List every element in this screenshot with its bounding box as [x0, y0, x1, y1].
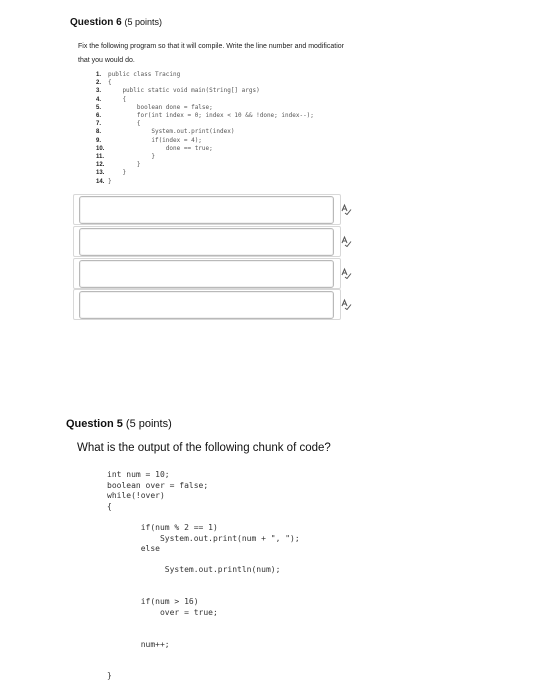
code-line [96, 128, 314, 136]
question-title-text: Question 5 [66, 418, 123, 430]
code-line [96, 161, 314, 169]
question-5-code-listing [107, 470, 300, 682]
code-text: { [108, 120, 141, 128]
line-number: 9. [96, 137, 102, 144]
code-text: public static void main(String[] args) [108, 87, 260, 95]
code-line [107, 629, 300, 640]
code-text: } [108, 177, 112, 185]
prompt-line: that you would do. [78, 57, 135, 64]
spellcheck-icon[interactable] [340, 267, 352, 279]
answer-input[interactable] [79, 260, 334, 288]
line-number: 11. [96, 154, 105, 161]
code-line [107, 576, 300, 587]
code-line: if(num % 2 == 1) [107, 522, 218, 532]
code-line: System.out.println(num); [107, 565, 281, 575]
code-line: { [107, 501, 112, 511]
code-text: } [108, 169, 127, 177]
question-points: (5 points) [124, 17, 162, 27]
code-line: over = true; [107, 607, 218, 617]
code-line [96, 79, 314, 87]
answer-input[interactable] [79, 228, 334, 256]
code-line [107, 555, 300, 566]
code-line: boolean over = false; [107, 480, 209, 490]
question-title-text: Question 6 [70, 17, 122, 28]
code-line [96, 87, 314, 95]
code-line [96, 137, 314, 145]
line-number: 7. [96, 121, 102, 128]
code-text: done == true; [108, 144, 213, 152]
code-line [107, 661, 300, 672]
code-line [96, 178, 314, 186]
question-5-title [66, 418, 172, 430]
code-line [107, 587, 300, 598]
answer-input[interactable] [79, 291, 334, 319]
question-6-code-listing [96, 71, 314, 186]
code-text: { [108, 95, 127, 103]
code-text: } [108, 161, 141, 169]
code-line [96, 145, 314, 153]
code-line [96, 153, 314, 161]
spellcheck-icon[interactable] [340, 203, 352, 215]
code-line: if(num > 16) [107, 597, 199, 607]
code-line: int num = 10; [107, 470, 170, 479]
line-number: 8. [96, 129, 102, 136]
line-number: 4. [96, 96, 102, 103]
code-line [96, 120, 314, 128]
code-line [107, 618, 300, 629]
line-number: 12. [96, 162, 105, 169]
code-line [96, 71, 314, 79]
line-number: 2. [96, 80, 102, 87]
code-line: else [107, 544, 160, 554]
answer-input[interactable] [79, 196, 334, 224]
code-text: for(int index = 0; index < 10 && !done; index--); [108, 112, 314, 120]
question-6-prompt [78, 40, 418, 68]
code-line [107, 650, 300, 661]
line-number: 10. [96, 145, 105, 152]
code-line [96, 169, 314, 177]
spellcheck-icon[interactable] [340, 298, 352, 310]
code-text: { [108, 79, 112, 87]
code-text: boolean done = false; [108, 103, 213, 111]
line-number: 14. [96, 178, 105, 185]
line-number: 13. [96, 170, 105, 177]
prompt-line: Fix the following program so that it will compile. Write the line number and modificatior [78, 43, 344, 50]
code-text: } [108, 153, 155, 161]
line-number: 3. [96, 88, 102, 95]
code-line [96, 104, 314, 112]
line-number: 5. [96, 104, 102, 111]
code-line [107, 512, 300, 523]
code-line: while(!over) [107, 491, 165, 501]
question-5-prompt: What is the output of the following chunk of code? [77, 442, 331, 454]
code-line [96, 96, 314, 104]
question-points: (5 points) [125, 418, 172, 430]
line-number: 1. [96, 72, 102, 78]
code-text: System.out.print(index) [108, 128, 235, 136]
question-6-title [70, 17, 162, 28]
code-line [96, 112, 314, 120]
code-text: public class Tracing [108, 71, 181, 78]
spellcheck-icon[interactable] [340, 235, 352, 247]
code-line: System.out.print(num + ", "); [107, 533, 300, 543]
code-line: num++; [107, 639, 170, 649]
line-number: 6. [96, 113, 102, 120]
code-line: } [107, 671, 112, 681]
code-text: if(index = 4); [108, 136, 202, 144]
